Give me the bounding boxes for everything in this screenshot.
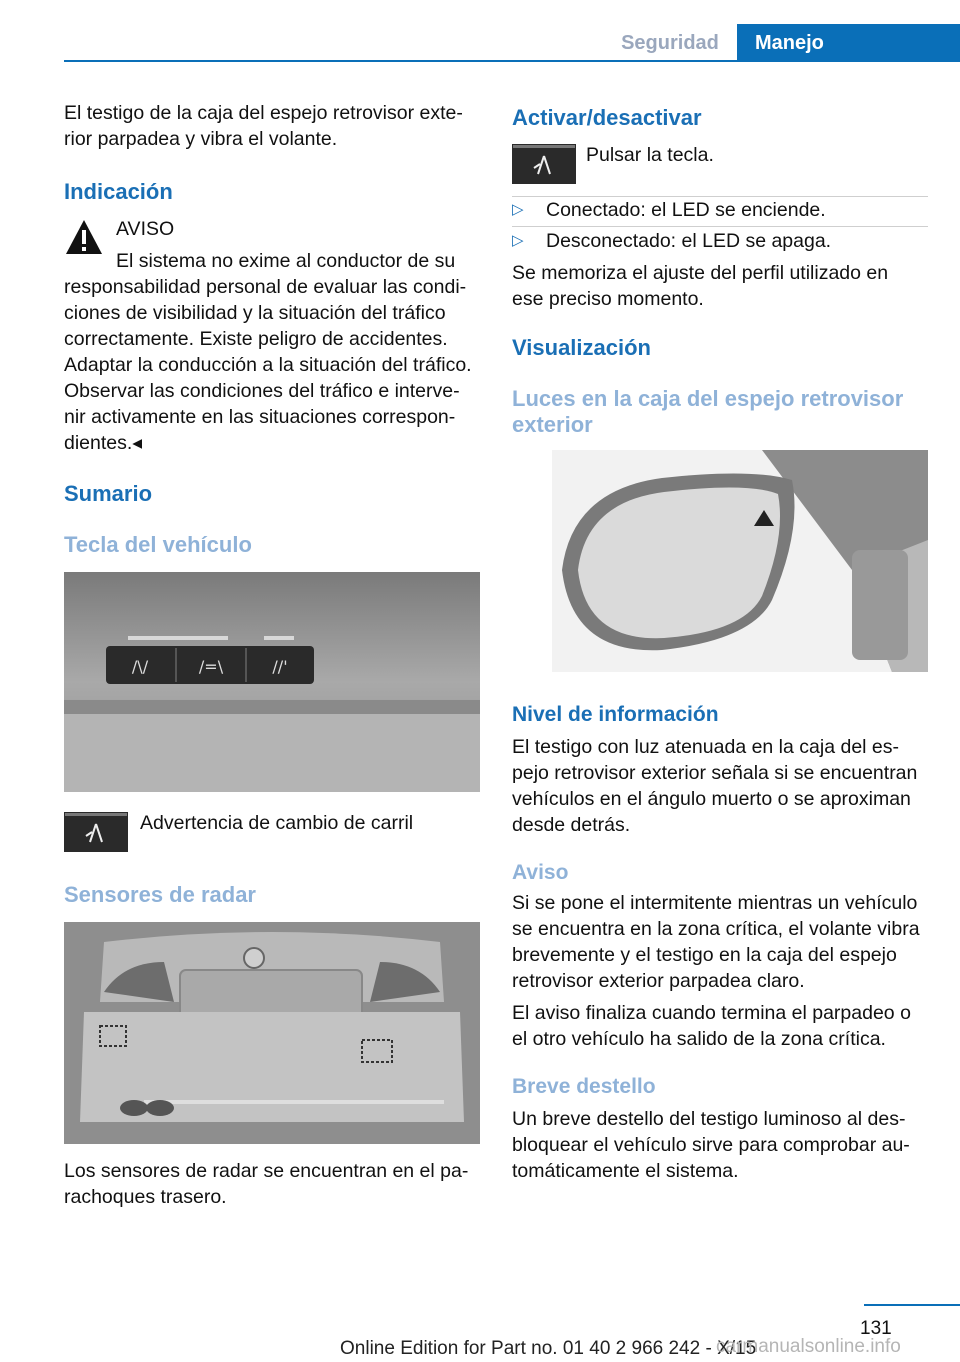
- bullet-item-off: ▷ Desconectado: el LED se apaga.: [512, 230, 832, 252]
- intro-paragraph: El testigo de la caja del espejo retrovisor exte- rior parpadea y vibra el volante.: [64, 102, 463, 150]
- sensores-heading: Sensores de radar: [64, 882, 256, 907]
- aviso-heading: Aviso: [512, 861, 569, 884]
- luces-heading: Luces en la caja del espejo retrovisor exterior: [512, 386, 904, 437]
- side-mirror-photo: [552, 450, 928, 672]
- sensores-paragraph: Los sensores de radar se encuentran en el pa- rachoques trasero.: [64, 1160, 469, 1208]
- warning-triangle-icon: [64, 218, 104, 258]
- header-divider: [64, 60, 960, 62]
- page-header: [0, 0, 960, 62]
- vehicle-button-photo: [64, 572, 480, 792]
- nivel-heading: Nivel de información: [512, 703, 719, 726]
- bullet-item-on: ▷ Conectado: el LED se enciende.: [512, 199, 826, 221]
- svg-text:/=\: /=\: [198, 657, 224, 676]
- watermark: carmanualsonline.info: [716, 1336, 901, 1357]
- tecla-heading: Tecla del vehículo: [64, 532, 252, 557]
- activar-heading: Activar/desactivar: [512, 105, 702, 130]
- lane-change-key-icon: [512, 144, 576, 184]
- bullet-mark: ▷: [512, 232, 524, 249]
- tab-seguridad[interactable]: Seguridad: [621, 32, 719, 54]
- aviso-paragraph: Si se pone el intermitente mientras un vehículo se encuentra en la zona crítica, el volante vibra brevemente y el testigo en la caja del espejo retrovisor exterior parpadea claro.: [512, 892, 920, 992]
- page-number: 131: [860, 1318, 892, 1339]
- aviso-paragraph-2: El aviso finaliza cuando termina el parpadeo o el otro vehículo ha salido de la zona crítica.: [512, 1002, 911, 1050]
- footer-divider: [864, 1304, 960, 1306]
- nivel-paragraph: El testigo con luz atenuada en la caja del es- pejo retrovisor exterior señala si se encuentran vehículos en el ángulo muerto o se aproximan desde detrás.: [512, 736, 918, 836]
- bullet-mark: ▷: [512, 201, 524, 218]
- activar-text: Pulsar la tecla.: [586, 144, 714, 166]
- warning-first-line: El sistema no exime al conductor de su: [116, 250, 456, 272]
- destello-heading: Breve destello: [512, 1075, 656, 1098]
- bullet-divider: [512, 226, 928, 227]
- tab-manejo[interactable]: Manejo: [737, 24, 960, 62]
- lane-change-caption: Advertencia de cambio de carril: [140, 812, 414, 834]
- rear-bumper-photo: [64, 922, 480, 1144]
- svg-text://': //': [272, 657, 288, 676]
- sumario-heading: Sumario: [64, 481, 153, 506]
- indicacion-heading: Indicación: [64, 179, 173, 204]
- warning-label: AVISO: [116, 218, 175, 240]
- destello-paragraph: Un breve destello del testigo luminoso al des- bloquear el vehículo sirve para comprobar au- tomáticamente el sistema.: [512, 1108, 910, 1182]
- lane-change-button-icon: [64, 812, 128, 852]
- svg-text:/\/: /\/: [131, 657, 149, 676]
- edition-note: Online Edition for Part no. 01 40 2 966 242 - X/15: [340, 1338, 757, 1359]
- visualizacion-heading: Visualización: [512, 335, 651, 360]
- memoriza-paragraph: Se memoriza el ajuste del perfil utilizado en ese preciso momento.: [512, 262, 889, 310]
- warning-text: responsabilidad personal de evaluar las condi- ciones de visibilidad y la situación del tráfico correctamente. Existe peligro de accidentes. Adaptar la conducción a la situación del tráfico. Observar las condiciones del tráfico e interve- nir activamente en las situaciones correspon- dientes.◂: [64, 276, 472, 454]
